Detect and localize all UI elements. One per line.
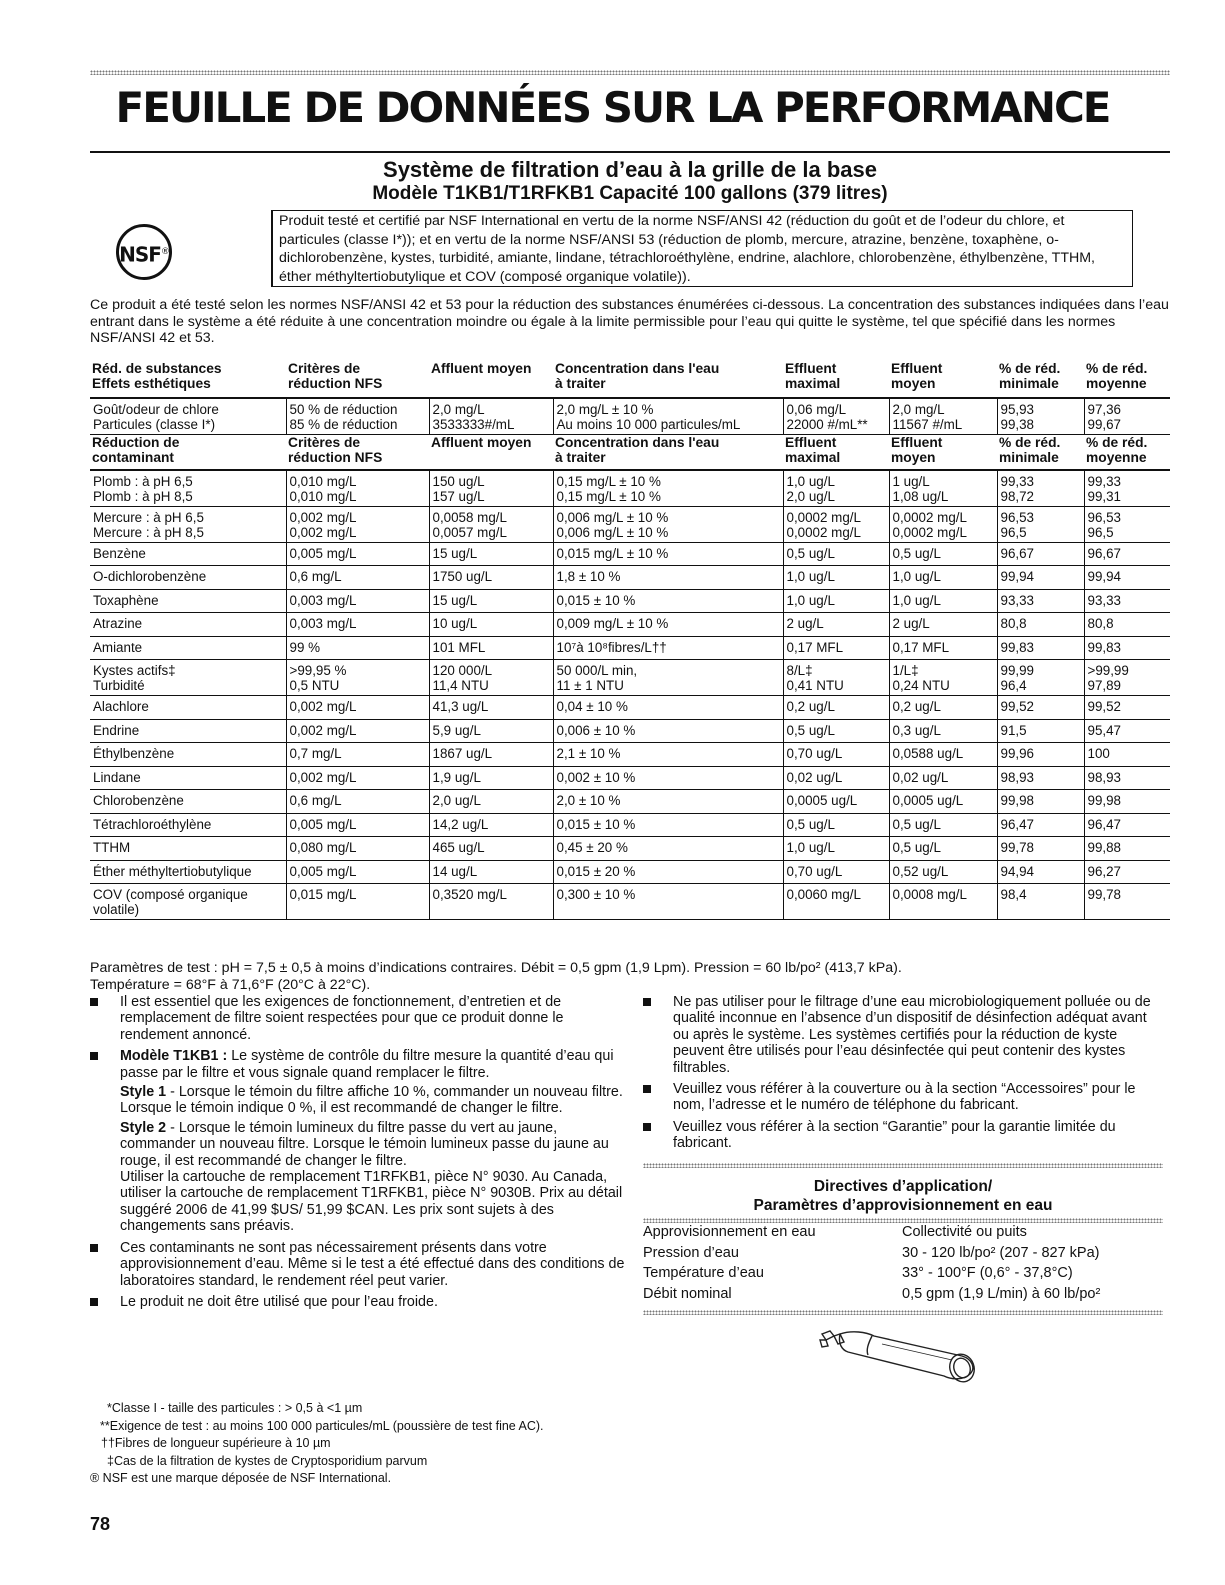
contaminant-cell: 0,002 mg/L: [286, 719, 429, 743]
contaminant-header-col-3: Concentration dans l'eau à traiter: [553, 434, 783, 470]
table-row: [90, 743, 1170, 767]
contaminant-cell: 0,080 mg/L: [286, 837, 429, 861]
contaminant-cell: 96,27: [1084, 860, 1170, 884]
contaminant-cell: 0,5 ug/L: [889, 837, 997, 861]
aesthetic-header-col-5: Effluent moyen: [889, 361, 997, 398]
contaminant-cell: 99,52: [997, 696, 1084, 720]
top-dotted-rule: [90, 70, 1170, 75]
directive-row: [643, 1245, 1163, 1266]
table-row: [90, 398, 1170, 434]
table-header-aesthetic: [90, 361, 1170, 398]
table-row: [90, 790, 1170, 814]
contaminant-cell: 0,009 mg/L ± 10 %: [553, 613, 783, 637]
contaminant-cell: Atrazine: [90, 613, 286, 637]
table-header-contaminant: [90, 434, 1170, 470]
contaminant-cell: 41,3 ug/L: [429, 696, 553, 720]
contaminant-cell: 99,88: [1084, 837, 1170, 861]
contaminant-cell: 0,300 ± 10 %: [553, 884, 783, 920]
contaminant-cell: 0,015 ± 20 %: [553, 860, 783, 884]
contaminant-cell: 2,0 ± 10 %: [553, 790, 783, 814]
contaminant-cell: 0,17 MFL: [783, 636, 889, 660]
table-row: [90, 613, 1170, 637]
contaminant-cell: 101 MFL: [429, 636, 553, 660]
contaminant-cell: 0,0005 ug/L: [889, 790, 997, 814]
contaminant-cell: 0,0002 mg/L 0,0002 mg/L: [783, 506, 889, 542]
contaminant-cell: 96,53 96,5: [1084, 506, 1170, 542]
contaminant-cell: 0,5 ug/L: [889, 542, 997, 566]
contaminant-cell: 1,0 ug/L: [889, 589, 997, 613]
contaminant-cell: >99,95 % 0,5 NTU: [286, 660, 429, 696]
aesthetic-header-col-7: % de réd. moyenne: [1084, 361, 1170, 398]
contaminant-cell: 0,015 mg/L: [286, 884, 429, 920]
filter-cartridge-icon: [812, 1322, 990, 1386]
contaminant-cell: 1867 ug/L: [429, 743, 553, 767]
directive-row: [643, 1265, 1163, 1286]
contaminant-cell: 2 ug/L: [889, 613, 997, 637]
contaminant-cell: 96,47: [997, 813, 1084, 837]
contaminant-header-col-0: Réduction de contaminant: [90, 434, 286, 470]
aesthetic-header-col-2: Affluent moyen: [429, 361, 553, 398]
contaminant-cell: 0,015 mg/L ± 10 %: [553, 542, 783, 566]
footnote-cysts: ‡Cas de la filtration de kystes de Cryptosporidium parvum: [107, 1453, 428, 1468]
contaminant-cell: 98,93: [1084, 766, 1170, 790]
contaminant-cell: Alachlore: [90, 696, 286, 720]
contaminant-cell: 96,67: [1084, 542, 1170, 566]
style1-paragraph: Style 1 - Lorsque le témoin du filtre affiche 10 %, commander un nouveau filtre. Lorsque le témoin indique 0 %, il est recommandé de changer le filtre.: [120, 1084, 623, 1117]
performance-table: [90, 361, 1170, 920]
contaminant-cell: 1,0 ug/L: [783, 837, 889, 861]
contaminant-cell: 0,17 MFL: [889, 636, 997, 660]
contaminant-cell: 2 ug/L: [783, 613, 889, 637]
directive-label: Débit nominal: [643, 1285, 732, 1302]
contaminant-cell: Benzène: [90, 542, 286, 566]
contaminant-cell: 0,45 ± 20 %: [553, 837, 783, 861]
directive-label: Pression d’eau: [643, 1244, 739, 1261]
contaminant-cell: 0,3520 mg/L: [429, 884, 553, 920]
aesthetic-cell: Goût/odeur de chlore Particules (classe I*): [90, 398, 286, 434]
contaminant-cell: 0,5 ug/L: [783, 542, 889, 566]
table-row: [90, 696, 1170, 720]
bullet-accessories: Veuillez vous référer à la couverture ou à la section “Accessoires” pour le nom, l’adresse et le numéro de téléphone du fabricant.: [643, 1081, 1163, 1114]
contaminant-cell: 0,5 ug/L: [783, 719, 889, 743]
contaminant-cell: 0,005 mg/L: [286, 813, 429, 837]
contaminant-cell: 0,6 mg/L: [286, 790, 429, 814]
contaminant-cell: 1,9 ug/L: [429, 766, 553, 790]
footnote-test-requirement: **Exigence de test : au moins 100 000 particules/mL (poussière de test fine AC).: [100, 1418, 544, 1433]
contaminant-cell: 99,96: [997, 743, 1084, 767]
style2-paragraph: Style 2 - Lorsque le témoin lumineux du filtre passe du vert au jaune, commander un nouveau filtre. Lorsque le témoin lumineux passe du jaune au rouge, il est recommandé de changer le filtre.: [120, 1119, 609, 1169]
contaminant-cell: 96,67: [997, 542, 1084, 566]
nsf-logo-icon: NSF®: [116, 224, 172, 280]
model-capacity-line: Modèle T1KB1/T1RFKB1 Capacité 100 gallons (379 litres): [372, 183, 888, 204]
contaminant-cell: 0,7 mg/L: [286, 743, 429, 767]
contaminant-cell: 1,0 ug/L: [783, 566, 889, 590]
contaminant-cell: 99,94: [1084, 566, 1170, 590]
contaminant-cell: 1,0 ug/L 2,0 ug/L: [783, 470, 889, 506]
contaminant-cell: 99,78: [1084, 884, 1170, 920]
contaminant-cell: 0,02 ug/L: [783, 766, 889, 790]
contaminant-cell: 80,8: [1084, 613, 1170, 637]
contaminant-cell: 1,0 ug/L: [783, 589, 889, 613]
contaminant-cell: COV (composé organique volatile): [90, 884, 286, 920]
contaminant-cell: 0,0002 mg/L 0,0002 mg/L: [889, 506, 997, 542]
table-row: [90, 860, 1170, 884]
contaminant-cell: 0,002 mg/L 0,002 mg/L: [286, 506, 429, 542]
contaminant-cell: 99,78: [997, 837, 1084, 861]
contaminant-cell: Kystes actifs‡ Turbidité: [90, 660, 286, 696]
contaminant-cell: Éther méthyltertiobutylique: [90, 860, 286, 884]
contaminant-cell: 1750 ug/L: [429, 566, 553, 590]
bullet-cold-water: Le produit ne doit être utilisé que pour l’eau froide.: [90, 1294, 630, 1310]
contaminant-cell: 0,005 mg/L: [286, 860, 429, 884]
aesthetic-cell: 50 % de réduction 85 % de réduction: [286, 398, 429, 434]
contaminant-cell: 0,010 mg/L 0,010 mg/L: [286, 470, 429, 506]
contaminant-cell: 0,0588 ug/L: [889, 743, 997, 767]
directive-label: Température d’eau: [643, 1265, 764, 1281]
contaminant-cell: 0,015 ± 10 %: [553, 589, 783, 613]
table-row: [90, 542, 1170, 566]
contaminant-cell: Chlorobenzène: [90, 790, 286, 814]
cartridge-paragraph: Utiliser la cartouche de remplacement T1RFKB1, pièce N° 9030. Au Canada, utiliser la cartouche de remplacement T1RFKB1, pièce N° 9030B. Prix au détail suggéré 2006 de 41,99 $US/ 51,99 $CAN. Les prix sont sujets à des changements sans préavis.: [120, 1169, 623, 1235]
contaminant-cell: Éthylbenzène: [90, 743, 286, 767]
table-row: [90, 837, 1170, 861]
directives-dotted-rule-mid: [643, 1218, 1163, 1223]
contaminant-cell: 0,04 ± 10 %: [553, 696, 783, 720]
contaminant-cell: 0,0060 mg/L: [783, 884, 889, 920]
table-row: [90, 719, 1170, 743]
table-row: [90, 813, 1170, 837]
aesthetic-cell: 0,06 mg/L 22000 #/mL**: [783, 398, 889, 434]
contaminant-cell: 15 ug/L: [429, 542, 553, 566]
contaminant-cell: 0,52 ug/L: [889, 860, 997, 884]
contaminant-cell: 0,003 mg/L: [286, 613, 429, 637]
model-label: Modèle T1KB1 :: [120, 1048, 228, 1065]
aesthetic-header-col-0: Réd. de substances Effets esthétiques: [90, 361, 286, 398]
contaminant-cell: 0,002 mg/L: [286, 696, 429, 720]
contaminant-cell: 14,2 ug/L: [429, 813, 553, 837]
contaminant-cell: Plomb : à pH 6,5 Plomb : à pH 8,5: [90, 470, 286, 506]
contaminant-cell: 80,8: [997, 613, 1084, 637]
contaminant-cell: 0,005 mg/L: [286, 542, 429, 566]
contaminant-cell: 0,006 ± 10 %: [553, 719, 783, 743]
contaminant-header-col-4: Effluent maximal: [783, 434, 889, 470]
contaminant-cell: Mercure : à pH 6,5 Mercure : à pH 8,5: [90, 506, 286, 542]
contaminant-cell: 99,33 98,72: [997, 470, 1084, 506]
contaminant-cell: 99,98: [1084, 790, 1170, 814]
contaminant-cell: 99,33 99,31: [1084, 470, 1170, 506]
left-notes-column: [90, 994, 630, 1315]
contaminant-cell: 0,6 mg/L: [286, 566, 429, 590]
contaminant-cell: 99,83: [1084, 636, 1170, 660]
contaminant-cell: 99,83: [997, 636, 1084, 660]
directive-value: Collectivité ou puits: [902, 1224, 1027, 1240]
contaminant-cell: 99,52: [1084, 696, 1170, 720]
footnote-fibres: ††Fibres de longueur supérieure à 10 µm: [101, 1436, 331, 1450]
table-row: [90, 589, 1170, 613]
table-row: [90, 506, 1170, 542]
bullet-maintenance: Il est essentiel que les exigences de fonctionnement, d’entretien et de remplacement de filtre soient respectées pour que ce produit donne le rendement annoncé.: [90, 994, 630, 1043]
table-row: [90, 470, 1170, 506]
contaminant-header-col-2: Affluent moyen: [429, 434, 553, 470]
directives-dotted-rule-bottom: [643, 1310, 1163, 1315]
contaminant-cell: 99,98: [997, 790, 1084, 814]
contaminant-cell: 91,5: [997, 719, 1084, 743]
contaminant-cell: 0,5 ug/L: [889, 813, 997, 837]
table-row: [90, 660, 1170, 696]
contaminant-cell: 100: [1084, 743, 1170, 767]
aesthetic-header-col-6: % de réd. minimale: [997, 361, 1084, 398]
directive-value: 33° - 100°F (0,6° - 37,8°C): [902, 1265, 1073, 1281]
bullet-microbiological: Ne pas utiliser pour le filtrage d’une eau microbiologiquement polluée ou de qualité inconnue en l’absence d’un dispositif de désinfection adéquat avant ou après le système. Les systèmes certifiés pour la réduction de kyste peuvent être utilisés pour l’eau désinfectée qui peut contenir des kystes filtrables.: [643, 994, 1163, 1076]
aesthetic-header-col-4: Effluent maximal: [783, 361, 889, 398]
contaminant-cell: 50 000/L min, 11 ± 1 NTU: [553, 660, 783, 696]
contaminant-header-col-7: % de réd. moyenne: [1084, 434, 1170, 470]
contaminant-cell: 8/L‡ 0,41 NTU: [783, 660, 889, 696]
aesthetic-cell: 2,0 mg/L ± 10 % Au moins 10 000 particules/mL: [553, 398, 783, 434]
contaminant-cell: 0,0008 mg/L: [889, 884, 997, 920]
bullet-model-t1kb1: [90, 1048, 630, 1234]
table-row: [90, 636, 1170, 660]
contaminant-cell: 99,99 96,4: [997, 660, 1084, 696]
bullet-warranty: Veuillez vous référer à la section “Garantie” pour la garantie limitée du fabricant.: [643, 1119, 1163, 1152]
contaminant-cell: >99,99 97,89: [1084, 660, 1170, 696]
contaminant-cell: 0,015 ± 10 %: [553, 813, 783, 837]
directives-dotted-rule-top: [643, 1163, 1163, 1168]
directive-label: Approvisionnement en eau: [643, 1224, 816, 1240]
page-title: FEUILLE DE DONNÉES SUR LA PERFORMANCE: [115, 83, 1110, 132]
directive-row: [643, 1286, 1163, 1307]
contaminant-cell: 1,0 ug/L: [889, 566, 997, 590]
aesthetic-cell: 2,0 mg/L 3533333#/mL: [429, 398, 553, 434]
contaminant-cell: 465 ug/L: [429, 837, 553, 861]
table-row: [90, 566, 1170, 590]
table-row: [90, 766, 1170, 790]
aesthetic-header-col-3: Concentration dans l'eau à traiter: [553, 361, 783, 398]
contaminant-cell: 0,002 ± 10 %: [553, 766, 783, 790]
contaminant-cell: 0,70 ug/L: [783, 860, 889, 884]
contaminant-cell: 0,0058 mg/L 0,0057 mg/L: [429, 506, 553, 542]
contaminant-cell: TTHM: [90, 837, 286, 861]
product-subtitle: Système de filtration d’eau à la grille de la base: [383, 157, 877, 182]
aesthetic-cell: 97,36 99,67: [1084, 398, 1170, 434]
contaminant-cell: 5,9 ug/L: [429, 719, 553, 743]
intro-paragraph: Ce produit a été testé selon les normes NSF/ANSI 42 et 53 pour la réduction des substances énumérées ci-dessous. La concentration des substances indiquées dans l’eau entrant dans le système a été réduite à une concentration moindre ou égale à la limite permissible pour l’eau qui quitte le système, tel que spécifié dans les normes NSF/ANSI 42 et 53.: [90, 297, 1169, 346]
aesthetic-header-col-1: Critères de réduction NFS: [286, 361, 429, 398]
contaminant-cell: 96,53 96,5: [997, 506, 1084, 542]
contaminant-cell: 95,47: [1084, 719, 1170, 743]
page-number: 78: [90, 1514, 111, 1534]
contaminant-cell: 0,5 ug/L: [783, 813, 889, 837]
contaminant-cell: 1 ug/L 1,08 ug/L: [889, 470, 997, 506]
contaminant-cell: 0,006 mg/L ± 10 % 0,006 mg/L ± 10 %: [553, 506, 783, 542]
contaminant-cell: 0,003 mg/L: [286, 589, 429, 613]
bullet-contaminants-note: Ces contaminants ne sont pas nécessairement présents dans votre approvisionnement d’eau. Même si le test a été effectué dans des conditions de laboratoires standard, le rendement réel peut varier.: [90, 1240, 630, 1289]
contaminant-cell: 96,47: [1084, 813, 1170, 837]
contaminant-cell: 98,93: [997, 766, 1084, 790]
directive-value: 0,5 gpm (1,9 L/min) à 60 lb/po²: [902, 1285, 1101, 1302]
test-parameters: Paramètres de test : pH = 7,5 ± 0,5 à moins d’indications contraires. Débit = 0,5 gpm (1,9 Lpm). Pression = 60 lb/po² (413,7 kPa). Température = 68°F à 71,6°F (20°C à 22°C).: [90, 960, 902, 993]
contaminant-cell: 0,3 ug/L: [889, 719, 997, 743]
aesthetic-cell: 95,93 99,38: [997, 398, 1084, 434]
table-row: [90, 884, 1170, 920]
contaminant-cell: 2,1 ± 10 %: [553, 743, 783, 767]
directive-row: [643, 1224, 1163, 1245]
contaminant-cell: 0,2 ug/L: [783, 696, 889, 720]
contaminant-header-col-5: Effluent moyen: [889, 434, 997, 470]
contaminant-cell: Tétrachloroéthylène: [90, 813, 286, 837]
contaminant-cell: Endrine: [90, 719, 286, 743]
contaminant-cell: 10 ug/L: [429, 613, 553, 637]
contaminant-cell: 150 ug/L 157 ug/L: [429, 470, 553, 506]
footnote-nsf-trademark: ® NSF est une marque déposée de NSF International.: [90, 1471, 392, 1485]
directive-value: 30 - 120 lb/po² (207 - 827 kPa): [902, 1244, 1100, 1261]
certification-box: Produit testé et certifié par NSF International en vertu de la norme NSF/ANSI 42 (réduction du goût et de l’odeur du chlore, et particules (classe I*)); et en vertu de la norme NSF/ANSI 53 (réduction de plomb, mercure, atrazine, benzène, toxaphène, o-dichlorobenzène, kystes, turbidité, amiante, lindane, tétrachloroéthylène, endrine, alachlore, chlorobenzène, éthylbenzène, TTHM, éther méthyltertiobutylique et COV (composé organique volatile)).: [271, 210, 1133, 287]
right-notes-column: [643, 994, 1163, 1157]
contaminant-cell: 99,94: [997, 566, 1084, 590]
contaminant-cell: 1/L‡ 0,24 NTU: [889, 660, 997, 696]
contaminant-cell: Lindane: [90, 766, 286, 790]
contaminant-cell: O-dichlorobenzène: [90, 566, 286, 590]
contaminant-cell: 99 %: [286, 636, 429, 660]
contaminant-cell: 10⁷à 10⁸fibres/L††: [553, 636, 783, 660]
contaminant-cell: 0,02 ug/L: [889, 766, 997, 790]
contaminant-cell: 15 ug/L: [429, 589, 553, 613]
contaminant-cell: 0,0005 ug/L: [783, 790, 889, 814]
contaminant-cell: 0,15 mg/L ± 10 % 0,15 mg/L ± 10 %: [553, 470, 783, 506]
contaminant-cell: 0,70 ug/L: [783, 743, 889, 767]
aesthetic-cell: 2,0 mg/L 11567 #/mL: [889, 398, 997, 434]
contaminant-cell: 0,002 mg/L: [286, 766, 429, 790]
contaminant-cell: 94,94: [997, 860, 1084, 884]
contaminant-cell: Toxaphène: [90, 589, 286, 613]
contaminant-cell: 1,8 ± 10 %: [553, 566, 783, 590]
model-text: Le système de contrôle du filtre mesure la quantité d’eau qui passe par le filtre et vous signale quand remplacer le filtre.: [120, 1048, 614, 1081]
footnotes: [90, 1400, 790, 1488]
directives-table: [643, 1224, 1163, 1306]
directives-title: Directives d’application/ Paramètres d’approvisionnement en eau: [753, 1178, 1053, 1214]
contaminant-header-col-1: Critères de réduction NFS: [286, 434, 429, 470]
contaminant-cell: 93,33: [1084, 589, 1170, 613]
contaminant-cell: 2,0 ug/L: [429, 790, 553, 814]
contaminant-header-col-6: % de réd. minimale: [997, 434, 1084, 470]
footnote-class-i: *Classe I - taille des particules : > 0,5 à <1 µm: [107, 1401, 363, 1415]
contaminant-cell: 93,33: [997, 589, 1084, 613]
title-rule: [90, 151, 1170, 153]
contaminant-cell: Amiante: [90, 636, 286, 660]
contaminant-cell: 14 ug/L: [429, 860, 553, 884]
contaminant-cell: 120 000/L 11,4 NTU: [429, 660, 553, 696]
contaminant-cell: 0,2 ug/L: [889, 696, 997, 720]
contaminant-cell: 98,4: [997, 884, 1084, 920]
